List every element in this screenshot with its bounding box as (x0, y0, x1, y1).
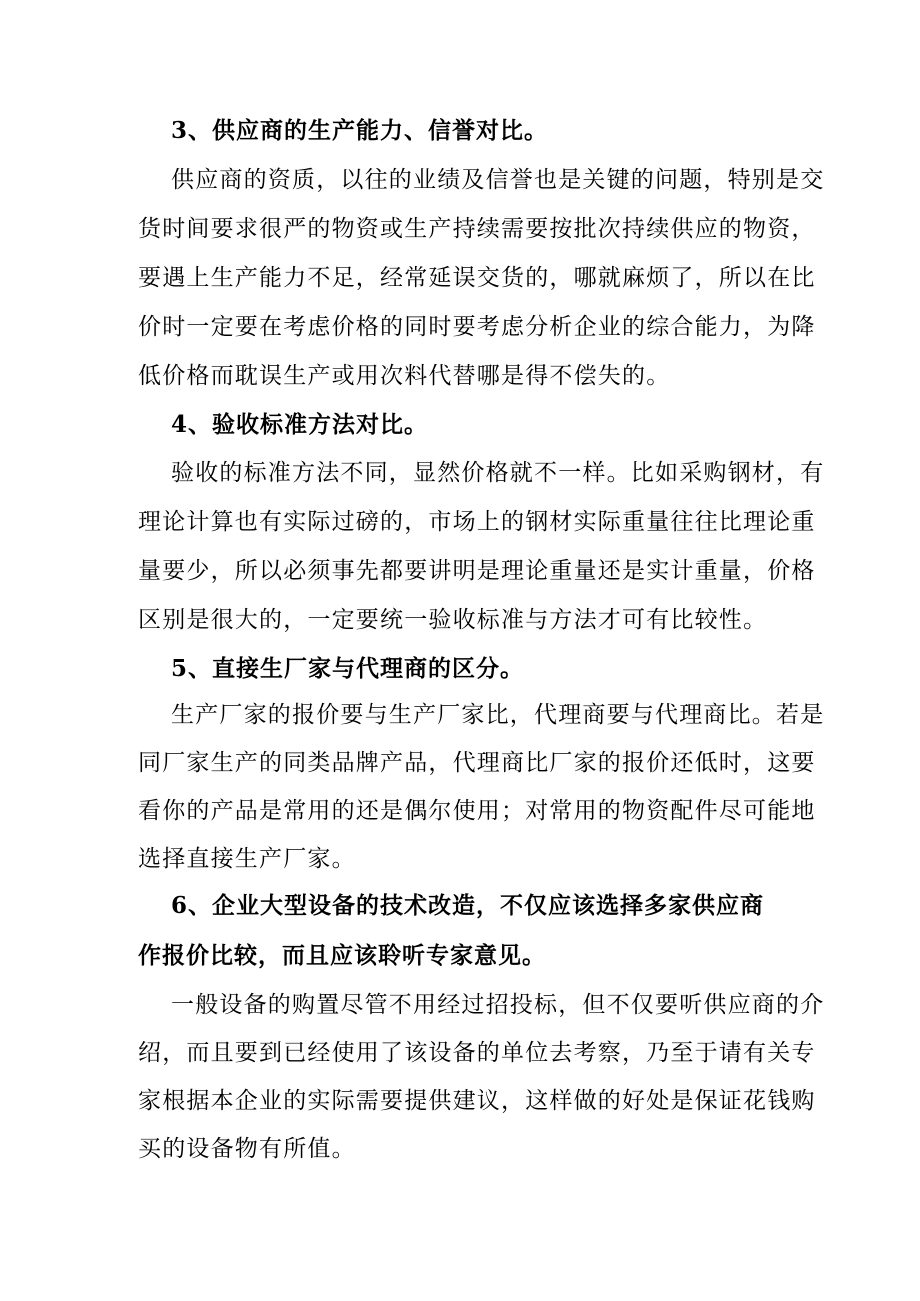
section-5-paragraph-line: 同厂家生产的同类品牌产品，代理商比厂家的报价还低时，这要 (138, 750, 816, 776)
section-3-paragraph-line: 货时间要求很严的物资或生产持续需要按批次持续供应的物资， (138, 216, 816, 242)
section-4-heading: 4、验收标准方法对比。 (171, 411, 429, 438)
section-3-paragraph-line: 价时一定要在考虑价格的同时要考虑分析企业的综合能力，为降 (138, 314, 816, 340)
section-5-heading: 5、直接生厂家与代理商的区分。 (171, 655, 525, 682)
section-6-heading-continued: 作报价比较，而且应该聆听专家意见。 (138, 942, 546, 969)
section-4-paragraph-line: 区别是很大的，一定要统一验收标准与方法才可有比较性。 (138, 607, 768, 633)
section-5-paragraph-line: 生产厂家的报价要与生产厂家比，代理商要与代理商比。若是 (171, 702, 825, 728)
section-3-heading: 3、供应商的生产能力、信誉对比。 (171, 117, 549, 144)
section-3-paragraph-line: 供应商的资质，以往的业绩及信誉也是关键的问题，特别是交 (171, 167, 825, 193)
section-6-heading: 6、企业大型设备的技术改造，不仅应该选择多家供应商 (171, 892, 765, 919)
section-4-paragraph-line: 量要少，所以必须事先都要讲明是理论重量还是实计重量，价格 (138, 558, 816, 584)
section-3-paragraph-line: 要遇上生产能力不足，经常延误交货的，哪就麻烦了，所以在比 (138, 265, 816, 291)
section-6-paragraph-line: 家根据本企业的实际需要提供建议，这样做的好处是保证花钱购 (138, 1088, 816, 1114)
section-4-paragraph-line: 验收的标准方法不同，显然价格就不一样。比如采购钢材，有 (171, 460, 825, 486)
section-6-paragraph-line: 绍，而且要到已经使用了该设备的单位去考察，乃至于请有关专 (138, 1040, 816, 1066)
section-3-paragraph-line: 低价格而耽误生产或用次料代替哪是得不偿失的。 (138, 363, 671, 389)
section-5-paragraph-line: 看你的产品是常用的还是偶尔使用；对常用的物资配件尽可能地 (138, 798, 816, 824)
section-6-paragraph-line: 买的设备物有所值。 (138, 1136, 356, 1162)
section-6-paragraph-line: 一般设备的购置尽管不用经过招投标，但不仅要听供应商的介 (171, 992, 825, 1018)
section-5-paragraph-line: 选择直接生产厂家。 (138, 846, 356, 872)
section-4-paragraph-line: 理论计算也有实际过磅的，市场上的钢材实际重量往往比理论重 (138, 509, 816, 535)
